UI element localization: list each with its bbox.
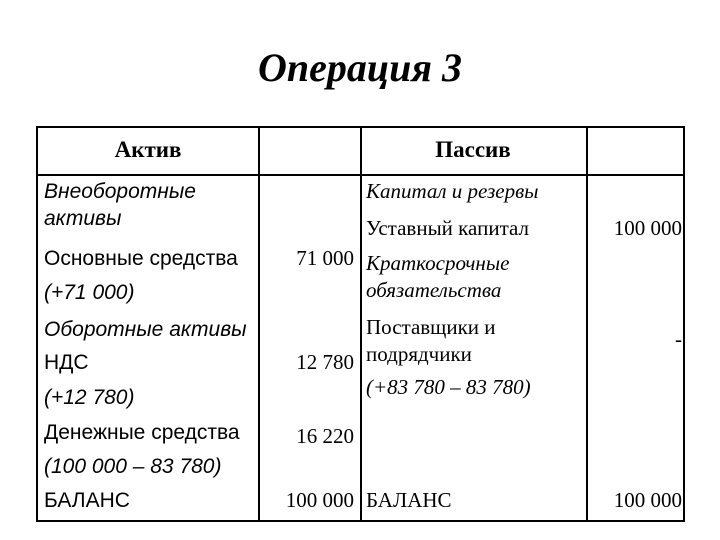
current-assets-label: Оборотные активы [44,318,247,341]
fixed-assets-label: Основные средства [44,247,238,270]
noncurrent-assets-label: активы [44,207,122,230]
liabilities-balance-value: 100 000 [613,488,682,512]
suppliers-value: - [675,327,682,351]
equity-label: Капитал и резервы [366,179,539,203]
shortterm-liabilities-label: Краткосрочные [366,251,510,275]
header-assets: Актив [114,137,182,162]
charter-capital-label: Уставный капитал [366,216,529,240]
vat-value: 12 780 [296,350,354,374]
cash-value: 16 220 [296,424,354,448]
fixed-assets-change: (+71 000) [44,281,135,304]
column-divider [586,128,588,520]
shortterm-liabilities-label: обязательства [366,278,502,302]
suppliers-label: Поставщики и [366,315,496,339]
balance-table [36,126,685,522]
cash-change: (100 000 – 83 780) [44,455,222,478]
header-liabilities: Пассив [435,137,511,162]
header-divider [38,174,683,176]
vat-label: НДС [44,351,89,374]
page-title: Операция 3 [258,45,462,90]
fixed-assets-value: 71 000 [296,246,354,270]
suppliers-change: (+83 780 – 83 780) [366,375,531,399]
column-divider [258,128,260,520]
assets-balance-value: 100 000 [285,488,354,512]
column-divider [360,128,362,520]
liabilities-balance-label: БАЛАНС [366,488,452,512]
assets-balance-label: БАЛАНС [44,489,130,512]
cash-label: Денежные средства [44,421,240,444]
vat-change: (+12 780) [44,386,135,409]
suppliers-label: подрядчики [366,342,472,366]
noncurrent-assets-label: Внеоборотные [44,180,196,203]
charter-capital-value: 100 000 [613,216,682,240]
